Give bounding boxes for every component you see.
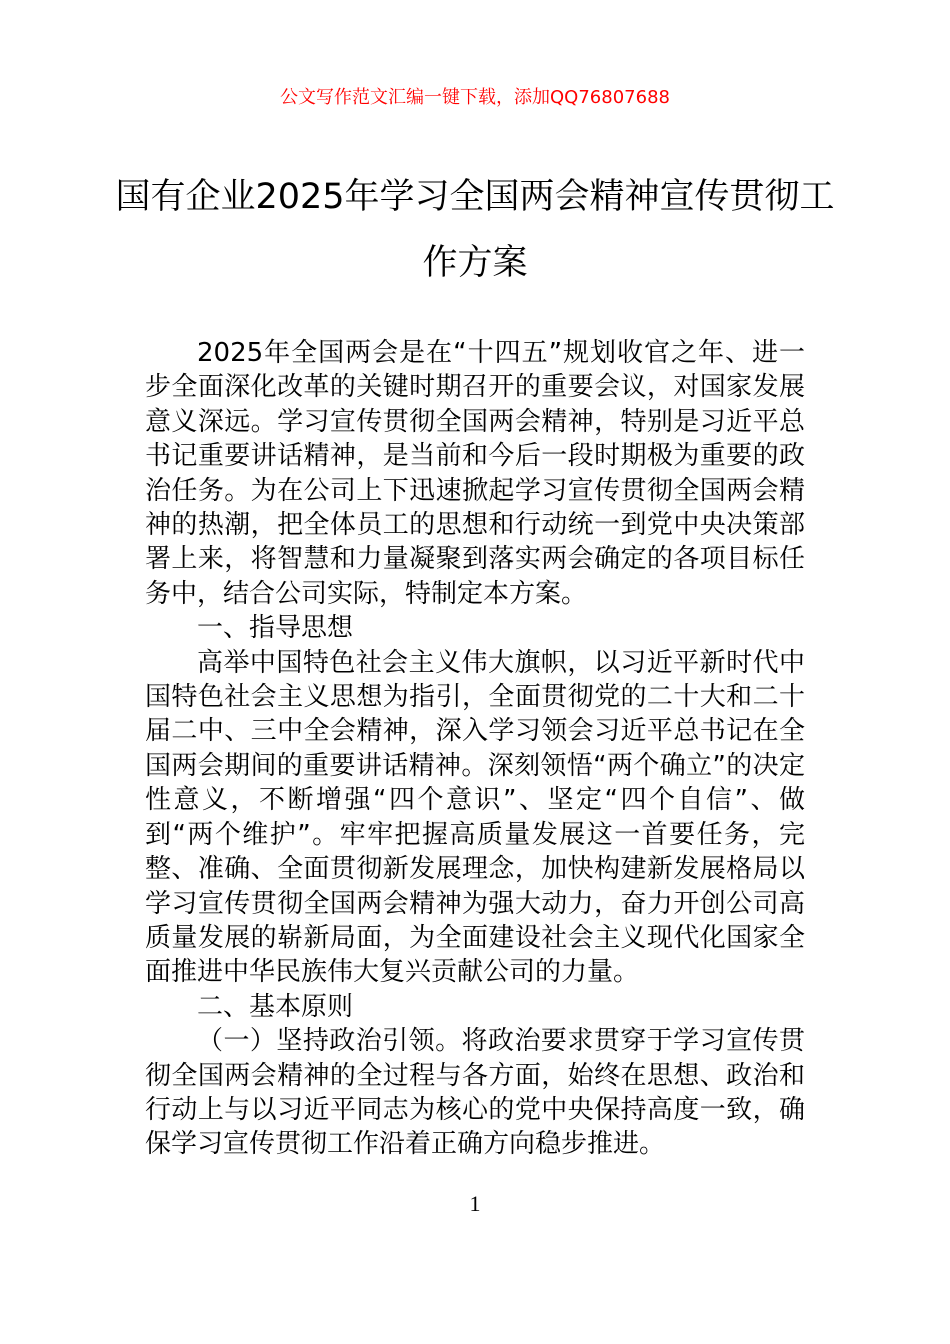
section-heading-guiding-ideology: 一、指导思想 [197,613,354,644]
page-number: 1 [469,1191,481,1216]
document-title: 国有企业2025年学习全国两会精神宣传贯彻工作方案 [115,177,835,283]
section-heading-basic-principles: 二、基本原则 [197,991,354,1022]
intro-paragraph: 2025年全国两会是在“十四五”规划收官之年、进一步全面深化改革的关键时期召开的重要会议，对国家发展意义深远。学习宣传贯彻全国两会精神，特别是习近平总书记重要讲话精神，是当前和今后一段时期极为重要的政治任务。为在公司上下迅速掀起学习宣传贯彻全国两会精神的热潮，把全体员工的思想和行动统一到党中央决策部署上来，将智慧和力量凝聚到落实两会确定的各项目标任务中，结合公司实际，特制定本方案。 [145,338,805,609]
download-notice: 公文写作范文汇编一键下载，添加QQ76807688 [280,87,670,108]
guiding-ideology-paragraph: 高举中国特色社会主义伟大旗帜，以习近平新时代中国特色社会主义思想为指引，全面贯彻党的二十大和二十届二中、三中全会精神，深入学习领会习近平总书记在全国两会期间的重要讲话精神。深刻领悟“两个确立”的决定性意义，不断增强“四个意识”、坚定“四个自信”、做到“两个维护”。牢牢把握高质量发展这一首要任务，完整、准确、全面贯彻新发展理念，加快构建新发展格局以学习宣传贯彻全国两会精神为强大动力，奋力开创公司高质量发展的崭新局面，为全面建设社会主义现代化国家全面推进中华民族伟大复兴贡献公司的力量。 [145,647,805,988]
document-body [145,336,805,1162]
principle-1-paragraph: （一）坚持政治引领。将政治要求贯穿于学习宣传贯彻全国两会精神的全过程与各方面，始终在思想、政治和行动上与以习近平同志为核心的党中央保持高度一致，确保学习宣传贯彻工作沿着正确方向稳步推进。 [145,1026,805,1160]
